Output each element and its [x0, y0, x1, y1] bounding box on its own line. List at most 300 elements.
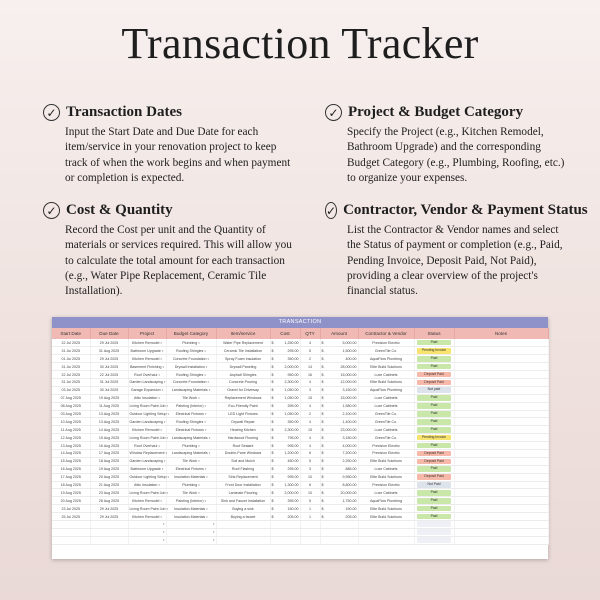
status-cell [414, 386, 454, 394]
status-badge[interactable]: Pending Invoice [417, 348, 451, 354]
status-badge[interactable]: Deposit Paid [417, 474, 451, 480]
cost-value: 350.00 [287, 419, 299, 424]
start-date-cell: 03 Aug 2025 [52, 410, 90, 418]
amount-cell [320, 442, 358, 450]
project-cell[interactable] [128, 489, 166, 497]
status-badge[interactable]: Paid [417, 340, 451, 346]
status-cell [414, 402, 454, 410]
item-service-cell: Heating Kitchen [216, 426, 270, 434]
qty-cell: 4 [300, 339, 320, 347]
empty-cell[interactable] [320, 528, 358, 536]
cost-cell [270, 339, 300, 347]
empty-cell[interactable] [270, 528, 300, 536]
currency-symbol: $ [321, 482, 324, 487]
cost-value: 2,300.00 [284, 380, 299, 385]
amount-cell [320, 434, 358, 442]
amount-cell [320, 410, 358, 418]
vendor-cell: Precision Electric [358, 481, 414, 489]
dropdown-caret-icon: ▾ [198, 340, 200, 345]
item-service-cell: Hardwood Flooring [216, 434, 270, 442]
dropdown-caret-icon: ▾ [204, 427, 207, 432]
project-cell[interactable] [128, 513, 166, 521]
column-header: Contractor & Vendor [358, 328, 414, 339]
notes-cell [454, 363, 548, 371]
budget-category-cell[interactable] [163, 378, 216, 386]
status-cell [414, 505, 454, 513]
dropdown-caret-icon: ▾ [162, 538, 165, 543]
amount-value: 150.00 [345, 506, 357, 511]
cost-cell [270, 505, 300, 513]
project-cell[interactable] [128, 394, 166, 402]
item-service-cell: LED Light Fixtures [216, 410, 270, 418]
start-date-cell: 20 Aug 2025 [52, 497, 90, 505]
budget-category-cell[interactable] [166, 481, 216, 489]
notes-cell [454, 434, 548, 442]
cost-cell [270, 489, 300, 497]
qty-cell: 5 [300, 457, 320, 465]
budget-category-cell[interactable] [166, 363, 216, 371]
budget-category-cell[interactable] [166, 449, 216, 457]
qty-cell: 2 [300, 410, 320, 418]
item-service-cell: Front Door Installation [216, 481, 270, 489]
qty-cell: 6 [300, 449, 320, 457]
project-cell[interactable] [128, 363, 166, 371]
project-cell[interactable] [128, 505, 166, 513]
status-cell [414, 442, 454, 450]
dropdown-caret-icon: ▾ [166, 490, 168, 495]
table-row [52, 363, 548, 371]
budget-category-cell[interactable] [166, 394, 216, 402]
budget-category-cell[interactable] [166, 497, 216, 505]
status-badge[interactable]: Paid [417, 498, 451, 504]
start-date-cell: 12 Aug 2025 [52, 434, 90, 442]
cost-cell [270, 457, 300, 465]
status-badge[interactable]: Pending Invoice [417, 435, 451, 441]
dropdown-caret-icon: ▾ [198, 396, 200, 401]
cost-cell [270, 410, 300, 418]
cost-value: 795.00 [287, 435, 299, 440]
start-date-cell: 19 Aug 2025 [52, 489, 90, 497]
table-row [52, 457, 548, 465]
table-row [52, 465, 548, 473]
empty-cell[interactable] [90, 520, 128, 528]
feature-text: Record the Cost per unit and the Quantity of materials or services required. This will allow you to calculate the total amount for each transaction (e.g., Water Pipe Replacement, Ceramic Tile Installation). [65, 224, 292, 297]
sheet-title-band: TRANSACTION [52, 317, 548, 328]
transaction-table [52, 328, 549, 545]
category-value: Electrical Fixtures [175, 467, 204, 472]
due-date-cell: 19 Aug 2025 [90, 465, 128, 473]
vendor-cell: Luxe Cabinets [358, 465, 414, 473]
notes-cell [454, 418, 548, 426]
status-badge[interactable]: Paid [417, 427, 451, 433]
amount-value: 15,000.00 [340, 372, 357, 377]
currency-symbol: $ [321, 364, 324, 369]
empty-cell[interactable] [90, 528, 128, 536]
empty-cell[interactable] [454, 536, 548, 544]
status-cell [414, 426, 454, 434]
project-cell[interactable] [128, 347, 166, 355]
qty-cell: 10 [300, 473, 320, 481]
category-value: Plumbing [182, 443, 198, 448]
cost-cell [270, 378, 300, 386]
currency-symbol: $ [271, 435, 274, 440]
amount-value: 5,000.00 [342, 340, 357, 345]
cost-cell [270, 355, 300, 363]
empty-cell[interactable] [270, 520, 300, 528]
empty-cell[interactable] [216, 536, 270, 544]
amount-cell [320, 426, 358, 434]
amount-value: 3,180.00 [342, 435, 357, 440]
column-header: Start Date [52, 328, 90, 339]
empty-cell[interactable] [320, 536, 358, 544]
budget-category-cell[interactable] [163, 418, 216, 426]
category-value: Landscaping Materials [171, 435, 208, 440]
cost-cell [270, 434, 300, 442]
table-row [52, 394, 548, 402]
dropdown-caret-icon: ▾ [204, 348, 206, 353]
project-cell[interactable] [128, 378, 166, 386]
status-badge[interactable]: Paid [417, 506, 451, 512]
empty-cell[interactable] [52, 520, 90, 528]
empty-cell[interactable] [216, 520, 270, 528]
currency-symbol: $ [321, 514, 324, 519]
due-date-cell: 14 Aug 2025 [90, 426, 128, 434]
amount-value: 1,580.00 [342, 404, 357, 409]
due-date-cell: 26 Aug 2025 [90, 497, 128, 505]
empty-cell[interactable] [454, 520, 548, 528]
notes-cell [454, 489, 548, 497]
status-badge[interactable]: Paid [417, 419, 451, 425]
project-value: Living Room Paint Job [129, 435, 166, 440]
dropdown-caret-icon: ▾ [204, 467, 207, 472]
status-badge-empty[interactable] [417, 537, 451, 543]
cost-value: 295.00 [287, 467, 299, 472]
empty-cell[interactable] [358, 520, 414, 528]
project-value: Kitchen Remodel [132, 514, 160, 519]
dropdown-caret-icon: ▾ [158, 482, 160, 487]
start-date-cell: 18 Aug 2025 [52, 481, 90, 489]
item-service-cell: Concrete Pouring [216, 378, 270, 386]
dropdown-caret-icon: ▾ [166, 404, 168, 409]
project-cell[interactable] [128, 473, 169, 481]
amount-value: 4,000.00 [342, 443, 357, 448]
cost-value: 1,300.00 [284, 482, 299, 487]
notes-cell [454, 442, 548, 450]
feature-heading: Contractor, Vendor & Payment Status [343, 202, 588, 218]
status-badge[interactable]: Deposit Paid [417, 459, 451, 465]
project-value: Living Room Paint Job [129, 404, 166, 409]
project-cell[interactable] [128, 442, 166, 450]
dropdown-caret-icon: ▾ [208, 388, 211, 393]
status-cell [414, 363, 454, 371]
dropdown-caret-icon: ▾ [212, 530, 215, 535]
feature-cost-quantity [43, 202, 293, 299]
dropdown-caret-icon: ▾ [160, 498, 162, 503]
project-cell[interactable] [128, 339, 166, 347]
status-badge[interactable]: Paid [417, 466, 451, 472]
currency-symbol: $ [271, 467, 274, 472]
item-service-cell: Roof Flashing [216, 465, 270, 473]
category-value: Concrete Foundation [172, 380, 207, 385]
empty-cell[interactable] [166, 536, 216, 544]
table-row [52, 481, 548, 489]
dropdown-caret-icon: ▾ [162, 522, 165, 527]
amount-cell [320, 371, 358, 379]
project-cell[interactable] [128, 418, 166, 426]
qty-cell: 2 [300, 355, 320, 363]
vendor-cell: Luxe Cabinets [358, 402, 414, 410]
start-date-cell: 17 Aug 2025 [52, 473, 90, 481]
item-service-cell: Roof Sealant [216, 442, 270, 450]
empty-cell[interactable] [300, 536, 320, 544]
qty-cell: 4 [300, 434, 320, 442]
table-row [52, 513, 548, 521]
empty-cell[interactable] [52, 536, 90, 544]
currency-symbol: $ [321, 498, 324, 503]
budget-category-cell[interactable] [166, 426, 216, 434]
project-cell[interactable] [128, 497, 166, 505]
currency-symbol: $ [271, 475, 274, 480]
table-row [52, 442, 548, 450]
status-cell [414, 394, 454, 402]
project-value: Roof Overhaul [134, 443, 158, 448]
amount-cell [320, 505, 358, 513]
start-date-cell: 03 Jul 2025 [52, 386, 90, 394]
empty-cell[interactable] [128, 520, 166, 528]
status-badge[interactable]: Paid [417, 490, 451, 496]
category-value: Roofing Shingles [176, 419, 204, 424]
due-date-cell: 13 Aug 2025 [90, 418, 128, 426]
currency-symbol: $ [271, 411, 274, 416]
empty-cell[interactable] [454, 528, 548, 536]
dropdown-caret-icon: ▾ [198, 459, 200, 464]
qty-cell: 3 [300, 386, 320, 394]
cost-value: 1,050.00 [284, 396, 299, 401]
empty-cell[interactable] [216, 528, 270, 536]
currency-symbol: $ [321, 506, 324, 511]
due-date-cell: 21 Aug 2025 [90, 481, 128, 489]
page-title: Transaction Tracker [121, 19, 479, 68]
budget-category-cell[interactable] [166, 465, 216, 473]
category-value: Landscaping Materials [171, 388, 208, 393]
empty-cell[interactable] [90, 536, 128, 544]
qty-cell: 5 [300, 497, 320, 505]
currency-symbol: $ [271, 419, 274, 424]
currency-symbol: $ [271, 380, 274, 385]
dropdown-caret-icon: ▾ [198, 482, 200, 487]
budget-category-cell[interactable] [166, 355, 216, 363]
amount-cell [320, 497, 358, 505]
vendor-cell: Luxe Cabinets [358, 394, 414, 402]
notes-cell [454, 378, 548, 386]
cost-value: 1,050.00 [284, 411, 299, 416]
dropdown-caret-icon: ▾ [206, 514, 208, 519]
notes-cell [454, 347, 548, 355]
dropdown-caret-icon: ▾ [161, 388, 164, 393]
vendor-cell: GreenTile Co. [358, 347, 414, 355]
item-service-cell: Double-Pane Windows [216, 449, 270, 457]
cost-cell [270, 473, 300, 481]
project-cell[interactable] [128, 355, 166, 363]
empty-cell[interactable] [300, 528, 320, 536]
cost-cell [270, 449, 300, 457]
currency-symbol: $ [271, 443, 274, 448]
status-cell [414, 513, 454, 521]
project-value: Kitchen Remodel [132, 427, 160, 432]
status-badge[interactable]: Paid [417, 403, 451, 409]
cost-cell [270, 363, 300, 371]
budget-category-cell[interactable] [166, 434, 216, 442]
empty-cell[interactable] [358, 528, 414, 536]
status-badge-empty[interactable] [417, 521, 451, 527]
due-date-cell: 22 Jul 2025 [90, 371, 128, 379]
empty-cell[interactable] [52, 528, 90, 536]
project-cell[interactable] [128, 371, 166, 379]
cost-value: 1,050.00 [284, 388, 299, 393]
project-cell[interactable] [128, 434, 166, 442]
status-badge[interactable]: Paid [417, 364, 451, 370]
project-value: Kitchen Remodel [132, 340, 160, 345]
dropdown-caret-icon: ▾ [162, 364, 165, 369]
currency-symbol: $ [271, 498, 274, 503]
currency-symbol: $ [321, 411, 324, 416]
project-cell[interactable] [128, 402, 166, 410]
empty-cell[interactable] [270, 536, 300, 544]
amount-cell [320, 347, 358, 355]
empty-cell[interactable] [414, 528, 454, 536]
dropdown-caret-icon: ▾ [163, 380, 166, 385]
due-date-cell: 13 Aug 2025 [90, 410, 128, 418]
budget-category-cell[interactable] [166, 339, 216, 347]
budget-category-cell[interactable] [166, 402, 216, 410]
project-cell[interactable] [128, 449, 166, 457]
empty-cell[interactable] [166, 528, 216, 536]
dropdown-caret-icon: ▾ [208, 451, 211, 456]
vendor-cell: GreenTile Co. [358, 418, 414, 426]
empty-cell[interactable] [320, 520, 358, 528]
dropdown-caret-icon: ▾ [161, 467, 164, 472]
budget-category-cell[interactable] [166, 410, 216, 418]
column-header: Cost [270, 328, 300, 339]
status-cell [414, 434, 454, 442]
empty-cell[interactable] [300, 520, 320, 528]
currency-symbol: $ [321, 340, 324, 345]
amount-value: 9,950.00 [342, 475, 357, 480]
item-service-cell: Replacement Windows [216, 394, 270, 402]
column-header: QTY [300, 328, 320, 339]
status-badge[interactable]: Paid [417, 411, 451, 417]
notes-cell [454, 473, 548, 481]
status-badge[interactable]: Paid [417, 356, 451, 362]
budget-category-cell[interactable] [166, 442, 216, 450]
empty-cell[interactable] [414, 520, 454, 528]
currency-symbol: $ [321, 451, 324, 456]
status-badge-empty[interactable] [417, 529, 451, 535]
dropdown-caret-icon: ▾ [160, 427, 162, 432]
cost-cell [270, 402, 300, 410]
amount-value: 8,800.00 [342, 482, 357, 487]
amount-cell [320, 355, 358, 363]
dropdown-caret-icon: ▾ [167, 411, 169, 416]
status-cell [414, 481, 454, 489]
amount-value: 1,750.00 [342, 498, 357, 503]
budget-category-cell[interactable] [163, 457, 216, 465]
budget-category-cell[interactable] [166, 473, 216, 481]
dropdown-caret-icon: ▾ [208, 435, 211, 440]
project-cell[interactable] [128, 426, 166, 434]
status-badge[interactable]: Not Paid [417, 482, 451, 488]
status-cell [414, 339, 454, 347]
budget-category-cell[interactable] [166, 371, 216, 379]
cost-value: 1,250.00 [284, 340, 299, 345]
amount-cell [320, 473, 358, 481]
status-badge[interactable]: Paid [417, 514, 451, 520]
vendor-cell: Precision Electric [358, 449, 414, 457]
cost-value: 350.00 [287, 356, 299, 361]
currency-symbol: $ [271, 514, 274, 519]
empty-table-row [52, 536, 548, 544]
project-cell[interactable] [128, 465, 166, 473]
budget-category-cell[interactable] [166, 347, 216, 355]
cost-cell [270, 386, 300, 394]
status-cell [414, 355, 454, 363]
project-cell[interactable] [128, 386, 166, 394]
cost-cell [270, 347, 300, 355]
status-badge[interactable]: Paid [417, 395, 451, 401]
project-cell[interactable] [128, 481, 166, 489]
table-row [52, 434, 548, 442]
empty-cell[interactable] [128, 536, 166, 544]
empty-cell[interactable] [358, 536, 414, 544]
qty-cell: 4 [300, 442, 320, 450]
status-cell [414, 347, 454, 355]
amount-cell [320, 402, 358, 410]
currency-symbol: $ [271, 340, 274, 345]
start-date-cell: 01 Jul 2025 [52, 355, 90, 363]
budget-category-cell[interactable] [166, 513, 216, 521]
start-date-cell: 22 Jul 2025 [52, 339, 90, 347]
project-cell[interactable] [128, 410, 169, 418]
column-header: Project [128, 328, 166, 339]
empty-cell[interactable] [414, 536, 454, 544]
empty-cell[interactable] [166, 520, 216, 528]
status-badge[interactable]: Deposit Paid [417, 380, 451, 386]
currency-symbol: $ [271, 388, 274, 393]
due-date-cell: 31 Jul 2025 [90, 378, 128, 386]
status-badge[interactable]: Paid [417, 443, 451, 449]
budget-category-cell[interactable] [166, 386, 216, 394]
cost-value: 2,300.00 [284, 427, 299, 432]
category-value: Insulation Materials [174, 514, 206, 519]
table-row [52, 371, 548, 379]
status-badge[interactable]: Not paid [417, 387, 451, 393]
empty-table-row [52, 520, 548, 528]
due-date-cell: 17 Aug 2025 [90, 449, 128, 457]
budget-category-cell[interactable] [166, 489, 216, 497]
empty-cell[interactable] [128, 528, 166, 536]
budget-category-cell[interactable] [166, 505, 216, 513]
amount-cell [320, 457, 358, 465]
project-value: Garden Landscaping [129, 419, 163, 424]
cost-cell [270, 371, 300, 379]
status-badge[interactable]: Deposit Paid [417, 372, 451, 378]
start-date-cell: 31 Jul 2025 [52, 378, 90, 386]
due-date-cell: 15 Aug 2025 [90, 434, 128, 442]
cost-value: 205.00 [287, 514, 299, 519]
project-cell[interactable] [128, 457, 166, 465]
status-badge[interactable]: Deposit Paid [417, 451, 451, 457]
project-value: Garden Landscaping [129, 459, 163, 464]
